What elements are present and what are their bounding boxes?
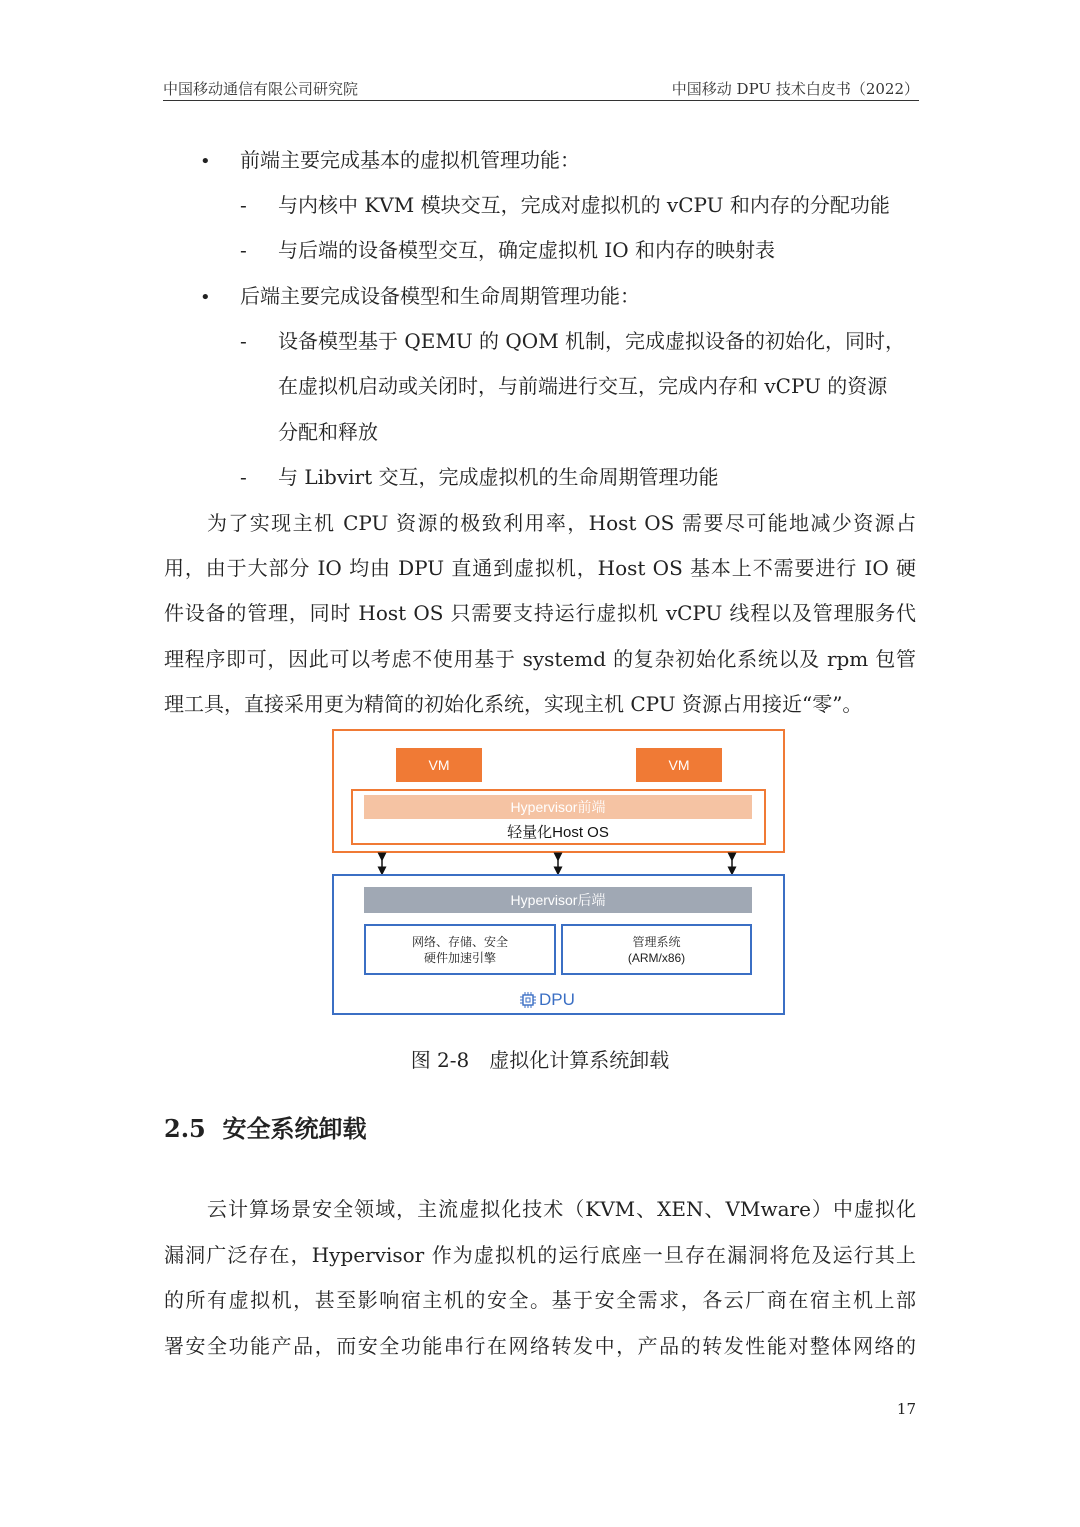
paragraph2-line3: 的所有虚拟机，甚至影响宿主机的安全。基于安全需求，各云厂商在宿主机上部: [164, 1288, 916, 1312]
bullet-marker: •: [200, 287, 211, 308]
section-heading: [164, 1113, 366, 1145]
mgmt-label-line1: 管理系统: [632, 934, 681, 949]
section-title: 安全系统卸载: [222, 1114, 367, 1143]
paragraph1-line4: 理程序即可，因此可以考虑不使用基于 systemd 的复杂初始化系统以及 rpm 包管: [164, 647, 916, 671]
page-number: 17: [896, 1400, 916, 1418]
vm-box-2: VM: [636, 748, 722, 782]
vm-box-1: VM: [396, 748, 482, 782]
sub-item-qemu-line1: 设备模型基于 QEMU 的 QOM 机制，完成虚拟设备的初始化，同时，: [278, 329, 906, 353]
sub-item-kvm: 与内核中 KVM 模块交互，完成对虚拟机的 vCPU 和内存的分配功能: [278, 193, 890, 217]
dash-marker: -: [240, 329, 247, 353]
paragraph1-line3: 件设备的管理，同时 Host OS 只需要支持运行虚拟机 vCPU 线程以及管理服务代: [164, 601, 916, 625]
mgmt-label-line2: (ARM/x86): [627, 950, 686, 965]
dash-marker: -: [240, 465, 247, 489]
dash-marker: -: [240, 238, 247, 262]
dash-marker: -: [240, 193, 247, 217]
bullet-marker: •: [200, 151, 211, 172]
dpu-label-text: DPU: [539, 990, 575, 1009]
figure-caption: 图 2-8 虚拟化计算系统卸载: [410, 1048, 670, 1072]
section-number: 2.5: [164, 1114, 206, 1143]
sub-item-device-model: 与后端的设备模型交互，确定虚拟机 IO 和内存的映射表: [278, 238, 776, 262]
header-organization: 中国移动通信有限公司研究院: [163, 80, 359, 98]
paragraph1-line2: 用，由于大部分 IO 均由 DPU 直通到虚拟机，Host OS 基本上不需要进行 IO 硬: [164, 556, 916, 580]
management-system-box: [561, 924, 752, 975]
paragraph2-line1: 云计算场景安全领域，主流虚拟化技术（KVM、XEN、VMware）中虚拟化: [207, 1197, 916, 1221]
paragraph2-line4: 署安全功能产品，而安全功能串行在网络转发中，产品的转发性能对整体网络的: [164, 1334, 916, 1358]
bullet-item-backend: 后端主要完成设备模型和生命周期管理功能：: [240, 284, 640, 308]
bullet-item-frontend: 前端主要完成基本的虚拟机管理功能：: [240, 148, 580, 172]
dpu-label: [519, 989, 575, 1011]
paragraph1-line1: 为了实现主机 CPU 资源的极致利用率，Host OS 需要尽可能地减少资源占: [207, 511, 916, 535]
header-document-title: 中国移动 DPU 技术白皮书（2022）: [671, 80, 919, 98]
sub-item-libvirt: 与 Libvirt 交互，完成虚拟机的生命周期管理功能: [278, 465, 719, 489]
hypervisor-frontend-bar: Hypervisor前端: [364, 795, 752, 819]
hw-acceleration-engine-box: [364, 924, 556, 975]
paragraph1-line5: 理工具，直接采用更为精简的初始化系统，实现主机 CPU 资源占用接近“零”。: [164, 692, 863, 716]
paragraph2-line2: 漏洞广泛存在，Hypervisor 作为虚拟机的运行底座一旦存在漏洞将危及运行其上: [164, 1243, 916, 1267]
chip-icon: [519, 991, 537, 1009]
sub-item-qemu-line2: 在虚拟机启动或关闭时，与前端进行交互，完成内存和 vCPU 的资源: [278, 374, 888, 398]
engine-label-line2: 硬件加速引擎: [423, 950, 496, 965]
host-os-label: 轻量化Host OS: [507, 823, 609, 841]
engine-label-line1: 网络、存储、安全: [411, 934, 508, 949]
hypervisor-backend-bar: Hypervisor后端: [364, 887, 752, 913]
sub-item-qemu-line3: 分配和释放: [278, 420, 378, 444]
